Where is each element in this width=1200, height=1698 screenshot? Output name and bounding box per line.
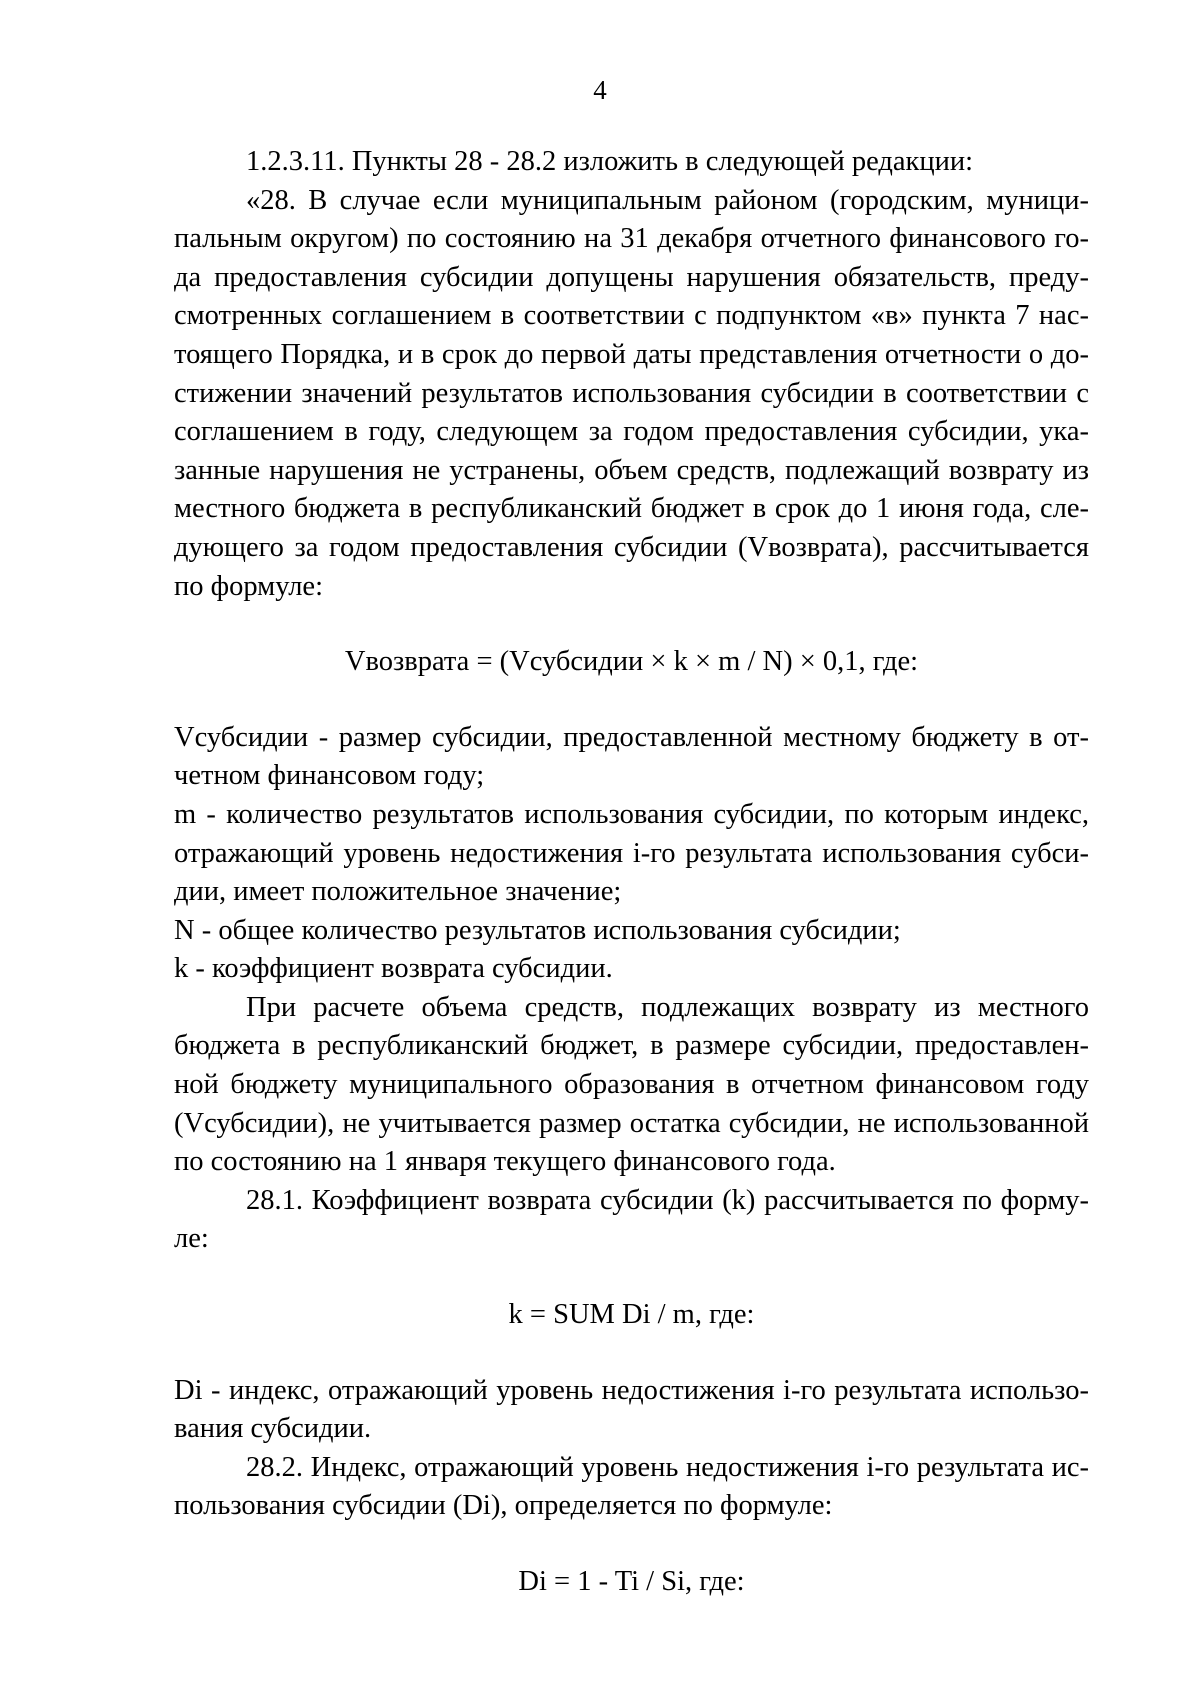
formula-return-coefficient: k = SUM Di / m, где: (508, 1299, 755, 1331)
paragraph-28-2: 28.2. Индекс, отражающий уровень недостижения i-го результата использования субсидии (Di), определяется по формуле: (174, 1451, 1089, 1522)
definition-n: N - общее количество результатов использования субсидии; (174, 914, 901, 946)
definition-k: k - коэффициент возврата субсидии. (174, 953, 613, 985)
paragraph-28-1: 28.1. Коэффициент возврата субсидии (k) рассчитывается по формуле: (174, 1184, 1089, 1255)
page-number: 4 (593, 75, 607, 105)
paragraph-28: «28. В случае если муниципальным районом (городским, муниципальным округом) по состоянию на 31 декабря отчетного финансового года предоставления субсидии допущены нарушения обязательств, предусмотренных соглашением в соответствии с подпунктом «в» пункта 7 настоящего Порядка, и в срок до первой даты представления отчетности о достижении значений результатов использования субсидии в соответствии с соглашением в году, следующем за годом предоставления субсидии, указанные нарушения не устранены, объем средств, подлежащий возврату из местного бюджета в республиканский бюджет в срок до 1 июня года, следующего за годом предоставления субсидии (Vвозврата), рассчитывается по формуле: (174, 184, 1089, 602)
definition-v-subsidy: Vсубсидии - размер субсидии, предоставленной местному бюджету в отчетном финансовом году; (174, 721, 1089, 792)
paragraph-amendment-intro: 1.2.3.11. Пункты 28 - 28.2 изложить в следующей редакции: (246, 146, 974, 177)
document-body (174, 143, 1089, 1602)
formula-index-di: Di = 1 - Ti / Si, где: (518, 1566, 745, 1597)
formula-return-volume: Vвозврата = (Vсубсидии × k × m / N) × 0,1, где: (344, 646, 919, 678)
definition-m: m - количество результатов использования субсидии, по которым индекс, отражающий уровень недостижения i-го результата использования субсидии, имеет положительное значение; (174, 798, 1089, 908)
definition-di: Di - индекс, отражающий уровень недостижения i-го результата использования субсидии. (174, 1374, 1089, 1445)
paragraph-calculation-note: При расчете объема средств, подлежащих возврату из местного бюджета в республиканский бюджет, в размере субсидии, предоставленной бюджету муниципального образования в отчетном финансовом году (Vсубсидии), не учитывается размер остатка субсидии, не использованной по состоянию на 1 января текущего финансового года. (174, 991, 1089, 1178)
